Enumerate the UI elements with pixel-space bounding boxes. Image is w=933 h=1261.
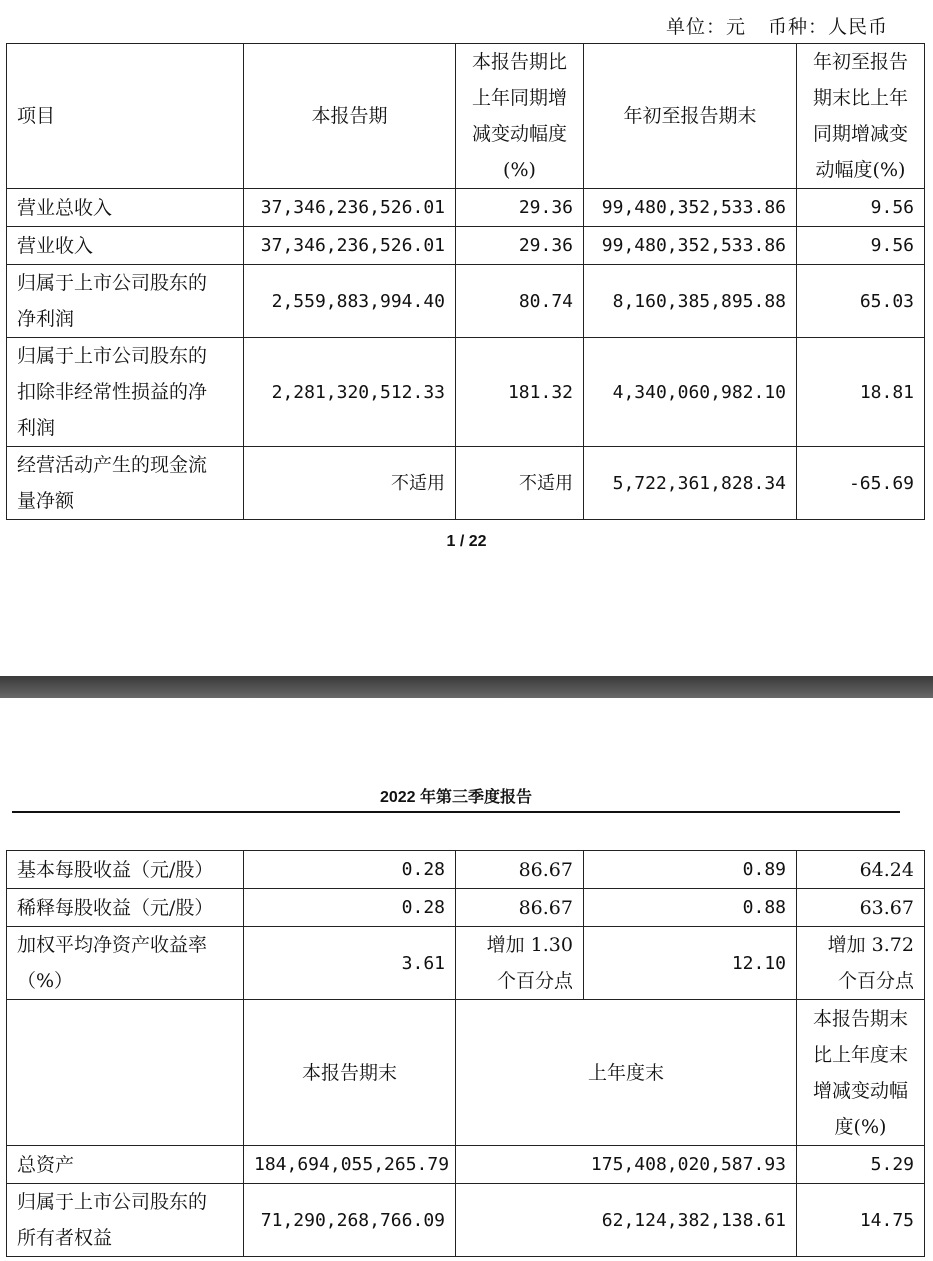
row-item-line: 归属于上市公司股东的: [17, 345, 208, 367]
row-change-value: 5.29: [870, 1154, 914, 1175]
header-change-line: 本报告期末: [812, 1007, 908, 1030]
header-change-line: 增减变动幅: [812, 1079, 908, 1102]
unit-label: 单位：元: [665, 16, 746, 38]
row-item: [7, 889, 244, 927]
report-title: 2022 年第三季度报告: [12, 784, 900, 813]
row-current-change-line: 86.67: [518, 858, 573, 881]
table-row: [7, 1184, 925, 1257]
table-header-row: [7, 44, 925, 189]
row-ytd-value: 8,160,385,895.88: [612, 290, 786, 312]
row-current-change-value: 80.74: [518, 290, 573, 312]
table-row: [7, 927, 925, 1000]
row-change-value: 14.75: [859, 1209, 914, 1231]
header-current-change: [456, 44, 584, 189]
row-item-line: 总资产: [17, 1153, 75, 1176]
row-current-change: [456, 447, 584, 520]
header-current-change-line: 减变动幅度: [471, 123, 567, 145]
row-item-line: 营业总收入: [17, 196, 113, 219]
financial-table-top: [6, 43, 925, 520]
row-current: [244, 927, 456, 1000]
row-current: [244, 227, 456, 265]
row-item-line: 稀释每股收益（元/股）: [17, 896, 214, 919]
row-current-value: 0.28: [401, 859, 445, 880]
row-ytd: [584, 227, 797, 265]
row-ytd-value: 5,722,361,828.34: [612, 472, 786, 494]
row-ytd-value: 12.10: [731, 952, 786, 974]
row-current-value: 0.28: [401, 897, 445, 918]
row-item-line: 加权平均净资产收益率: [17, 934, 208, 956]
row-ytd-change-line: 63.67: [859, 896, 914, 919]
table-row: [7, 447, 925, 520]
row-item-line: 营业收入: [17, 234, 94, 257]
row-current-value: 37,346,236,526.01: [260, 197, 445, 218]
row-current: [244, 189, 456, 227]
row-current-change-line: 86.67: [518, 896, 573, 919]
header-ytd-change-line: 动幅度(%): [815, 159, 906, 181]
row-item: [7, 851, 244, 889]
row-current-value: 2,281,320,512.33: [271, 381, 445, 403]
row-ytd-change: [797, 189, 925, 227]
header-current-period-line: 本报告期: [311, 105, 388, 127]
row-current-change-value: 不适用: [519, 472, 573, 494]
row-current-change: [456, 189, 584, 227]
header-change-line: 度(%): [834, 1115, 887, 1138]
header-item: [7, 44, 244, 189]
row-prior-year-end-value: 62,124,382,138.61: [601, 1209, 786, 1231]
header-ytd-change: [797, 44, 925, 189]
row-ytd-change: [797, 889, 925, 927]
row-item: [7, 1146, 244, 1184]
header-current-period: [244, 44, 456, 189]
header-prior-year-end-line: 上年度末: [587, 1061, 664, 1084]
header-current-change-line: (%): [503, 159, 536, 181]
row-ytd-change-line: 增加 3.72: [827, 934, 914, 956]
row-period-end-value: 71,290,268,766.09: [260, 1209, 445, 1231]
row-current: [244, 265, 456, 338]
table-row: [7, 1146, 925, 1184]
row-item-line: 净利润: [17, 308, 75, 330]
header-current-change-line: 本报告期比: [471, 51, 567, 73]
row-ytd-change-value: 9.56: [870, 235, 914, 256]
row-item: [7, 189, 244, 227]
row-item: [7, 927, 244, 1000]
table-row: [7, 889, 925, 927]
row-current-change: [456, 889, 584, 927]
row-item-line: 扣除非经常性损益的净: [17, 381, 208, 403]
row-item-line: 基本每股收益（元/股）: [17, 858, 214, 881]
page-number: 1 / 22: [446, 533, 487, 550]
row-ytd-change-value: 65.03: [859, 290, 914, 312]
financial-table-bottom: [6, 850, 925, 1257]
row-prior-year-end-value: 175,408,020,587.93: [590, 1154, 786, 1175]
row-item-line: 归属于上市公司股东的: [17, 272, 208, 294]
header-ytd-line: 年初至报告期末: [623, 105, 757, 127]
row-ytd-value: 99,480,352,533.86: [601, 197, 786, 218]
row-current-change-value: 181.32: [507, 381, 573, 403]
row-ytd-change: [797, 338, 925, 447]
row-current-change-value: 29.36: [518, 235, 573, 256]
header-period-end: [244, 1000, 456, 1146]
table-row: [7, 265, 925, 338]
table-row: [7, 338, 925, 447]
header-ytd-change-line: 同期增减变: [812, 123, 908, 145]
row-item-line: 利润: [17, 417, 56, 439]
row-ytd-change-line: 64.24: [859, 858, 914, 881]
row-current-change-value: 29.36: [518, 197, 573, 218]
row-ytd: [584, 927, 797, 1000]
table-row: [7, 851, 925, 889]
row-item: [7, 1184, 244, 1257]
row-ytd-change-line: 个百分点: [837, 970, 914, 992]
header-ytd-change-line: 期末比上年: [812, 87, 908, 109]
row-current-change: [456, 927, 584, 1000]
row-ytd-change: [797, 447, 925, 520]
header-current-change-line: 上年同期增: [471, 87, 567, 109]
row-current-change-line: 增加 1.30: [486, 934, 573, 956]
header-ytd: [584, 44, 797, 189]
header-change: [797, 1000, 925, 1146]
row-ytd-value: 99,480,352,533.86: [601, 235, 786, 256]
unit-currency-line: [666, 12, 888, 39]
row-prior-year-end: [456, 1146, 797, 1184]
row-current-change: [456, 265, 584, 338]
row-ytd-change: [797, 851, 925, 889]
header-empty-cell: [7, 1000, 244, 1146]
row-ytd: [584, 265, 797, 338]
row-item: [7, 338, 244, 447]
row-current-value: 不适用: [391, 472, 445, 494]
row-current: [244, 338, 456, 447]
row-ytd-change-value: 18.81: [859, 381, 914, 403]
row-item-line: 经营活动产生的现金流: [17, 454, 208, 476]
table-row: [7, 189, 925, 227]
header-prior-year-end: [456, 1000, 797, 1146]
currency-label: 币种：人民币: [767, 16, 888, 38]
row-item-line: （%）: [17, 970, 74, 992]
row-item: [7, 447, 244, 520]
row-current-change: [456, 851, 584, 889]
row-ytd-value: 0.88: [742, 897, 786, 918]
row-prior-year-end: [456, 1184, 797, 1257]
row-change: [797, 1184, 925, 1257]
row-current: [244, 447, 456, 520]
row-ytd: [584, 338, 797, 447]
row-period-end: [244, 1146, 456, 1184]
row-period-end-value: 184,694,055,265.79: [254, 1154, 450, 1175]
row-period-end: [244, 1184, 456, 1257]
row-ytd-change: [797, 227, 925, 265]
row-current-change-line: 个百分点: [496, 970, 573, 992]
row-current-change: [456, 338, 584, 447]
row-current-value: 2,559,883,994.40: [271, 290, 445, 312]
header-period-end-line: 本报告期末: [301, 1061, 397, 1084]
row-ytd: [584, 889, 797, 927]
row-ytd-change: [797, 927, 925, 1000]
row-item: [7, 265, 244, 338]
row-item-line: 所有者权益: [17, 1227, 113, 1249]
row-change: [797, 1146, 925, 1184]
row-ytd: [584, 189, 797, 227]
row-ytd-value: 0.89: [742, 859, 786, 880]
table-header-row: [7, 1000, 925, 1146]
row-current: [244, 851, 456, 889]
row-item-line: 量净额: [17, 490, 75, 512]
row-item-line: 归属于上市公司股东的: [17, 1191, 208, 1213]
row-ytd: [584, 851, 797, 889]
page-separator: [0, 676, 933, 698]
header-item-value: 项目: [17, 105, 56, 127]
header-ytd-change-line: 年初至报告: [812, 51, 908, 73]
header-change-line: 比上年度末: [812, 1043, 908, 1066]
table-row: [7, 227, 925, 265]
row-ytd-change-value: 9.56: [870, 197, 914, 218]
row-current-change: [456, 227, 584, 265]
row-current: [244, 889, 456, 927]
row-ytd: [584, 447, 797, 520]
row-ytd-value: 4,340,060,982.10: [612, 381, 786, 403]
row-current-value: 3.61: [401, 952, 445, 974]
row-current-value: 37,346,236,526.01: [260, 235, 445, 256]
row-ytd-change-value: -65.69: [848, 472, 914, 494]
row-ytd-change: [797, 265, 925, 338]
row-item: [7, 227, 244, 265]
